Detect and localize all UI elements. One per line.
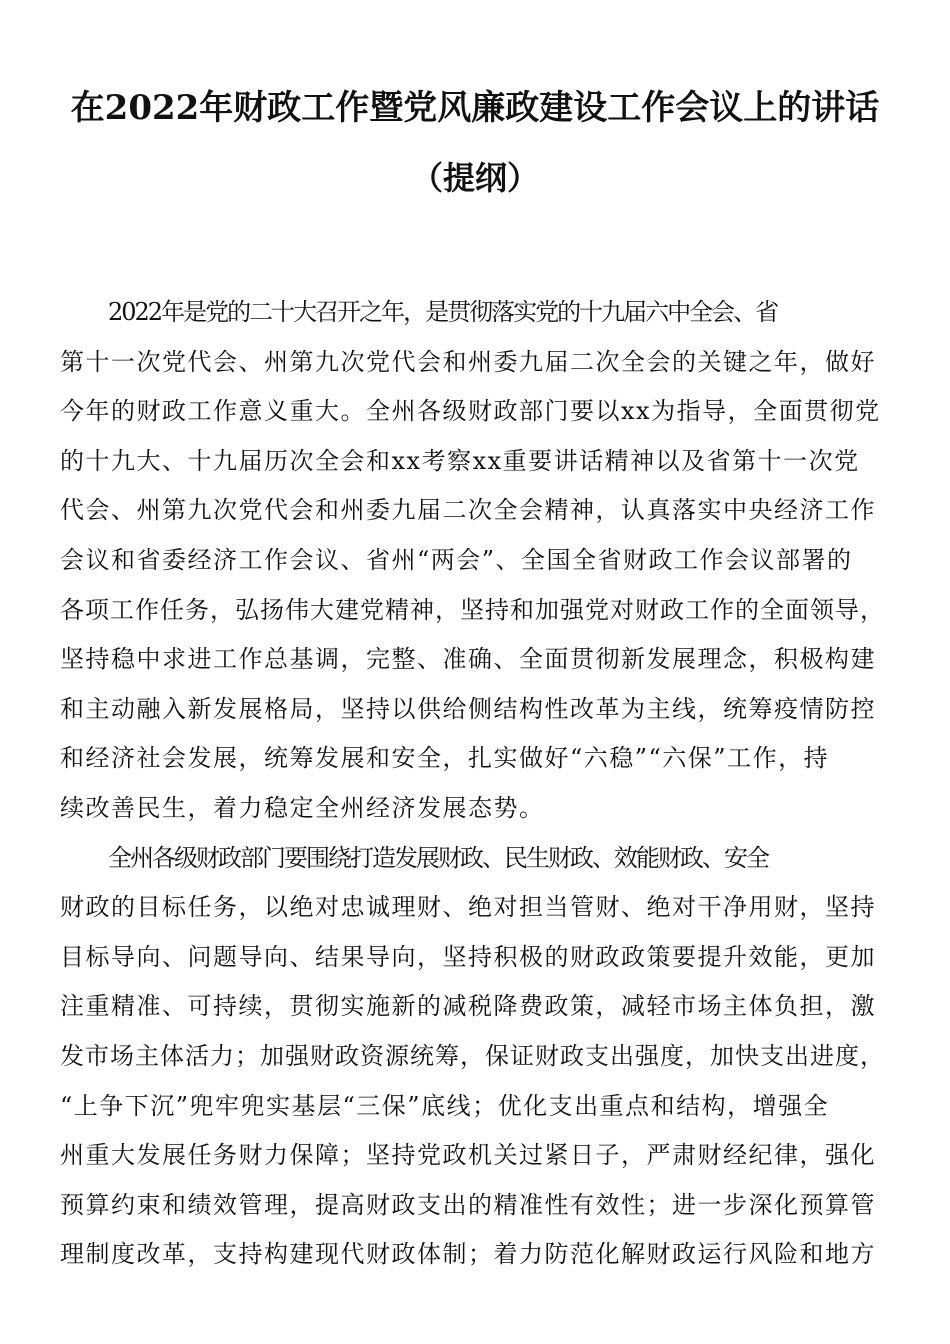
- text-line: “上争下沉”兜牢兜实基层“三保”底线；优化支出重点和结构，增强全: [60, 1091, 830, 1120]
- paragraph-1: [60, 288, 890, 834]
- document-subtitle: （提纲）: [410, 159, 539, 197]
- text-line: 目标导向、问题导向、结果导向，坚持积极的财政政策要提升效能，更加: [60, 942, 876, 971]
- text-line: 注重精准、可持续，贯彻实施新的减税降费政策，减轻市场主体负担，激: [60, 992, 876, 1021]
- paragraph-2: [60, 834, 890, 1280]
- text-line: 理制度改革，支持构建现代财政体制；着力防范化解财政运行风险和地方: [60, 1240, 876, 1269]
- text-line: 预算约束和绩效管理，提高财政支出的精准性有效性；进一步深化预算管: [60, 1190, 876, 1219]
- text-line: 第十一次党代会、州第九次党代会和州委九届二次全会的关键之年，做好: [60, 347, 876, 376]
- text-line: 代会、州第九次党代会和州委九届二次全会精神，认真落实中央经济工作: [60, 496, 876, 525]
- text-line: 续改善民生，着力稳定全州经济发展态势。: [60, 793, 545, 822]
- text-line: 各项工作任务，弘扬伟大建党精神，坚持和加强党对财政工作的全面领导，: [60, 595, 885, 624]
- text-line: 发市场主体活力；加强财政资源统筹，保证财政支出强度，加快支出进度，: [60, 1041, 885, 1070]
- text-line: 今年的财政工作意义重大。全州各级财政部门要以xx为指导，全面贯彻党: [60, 397, 881, 426]
- text-line: 和经济社会发展，统筹发展和安全，扎实做好“六稳”“六保”工作，持: [60, 744, 830, 773]
- text-line: 州重大发展任务财力保障；坚持党政机关过紧日子，严肃财经纪律，强化: [60, 1141, 876, 1170]
- text-line: 会议和省委经济工作会议、省州“两会”、全国全省财政工作会议部署的: [60, 545, 853, 574]
- document-body: [60, 288, 890, 1280]
- text-line: 坚持稳中求进工作总基调，完整、准确、全面贯彻新发展理念，积极构建: [60, 645, 876, 674]
- text-line: 全州各级财政部门要围绕打造发展财政、民生财政、效能财政、安全: [108, 843, 768, 872]
- text-line: 和主动融入新发展格局，坚持以供给侧结构性改革为主线，统筹疫情防控: [60, 694, 876, 723]
- document-title: 在2022年财政工作暨党风廉政建设工作会议上的讲话: [70, 88, 880, 128]
- text-line: 2022年是党的二十大召开之年，是贯彻落实党的十九届六中全会、省: [108, 298, 778, 326]
- text-line: 财政的目标任务，以绝对忠诚理财、绝对担当管财、绝对干净用财，坚持: [60, 893, 876, 922]
- text-line: 的十九大、十九届历次全会和xx考察xx重要讲话精神以及省第十一次党: [60, 446, 860, 475]
